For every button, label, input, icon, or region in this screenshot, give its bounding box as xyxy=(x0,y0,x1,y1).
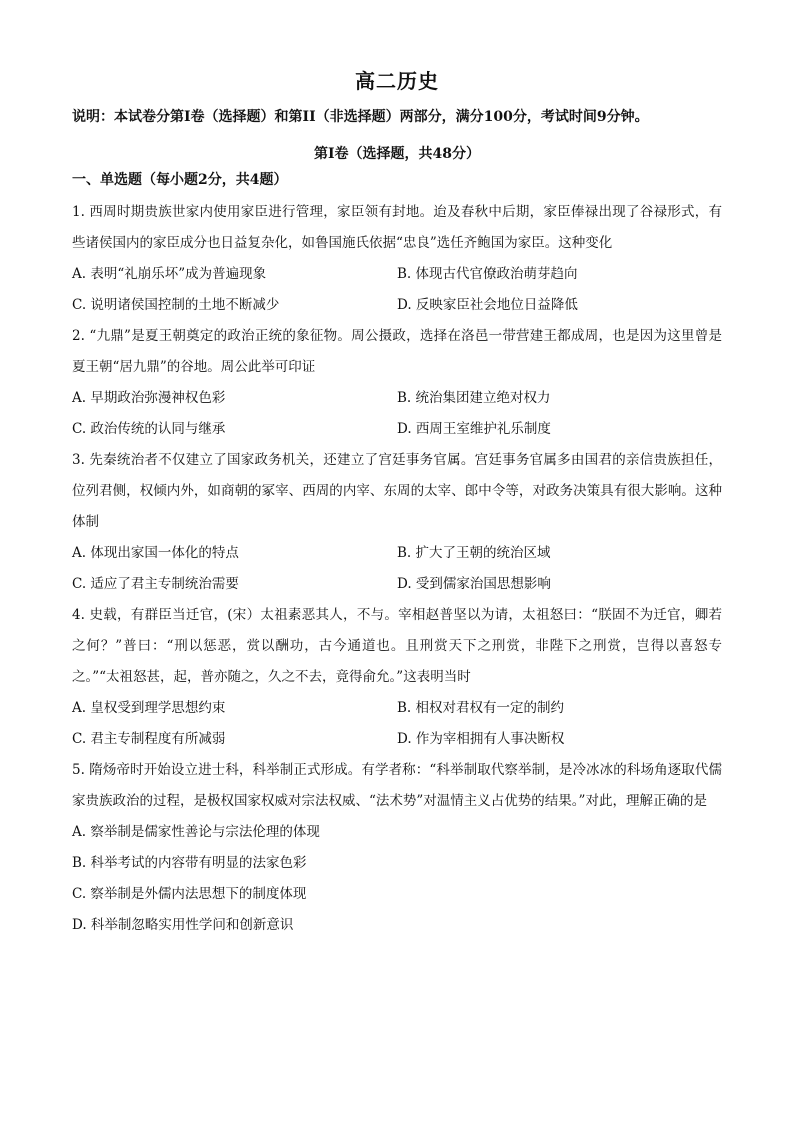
question-text: 3. 先秦统治者不仅建立了国家政务机关，还建立了宫廷事务官属。宫廷事务官属多由国君的亲信贵族担任，位列君侧，权倾内外，如商朝的冢宰、西周的内宰、东周的太宰、郎中令等，对政务决策具有很大影响。这种体制 xyxy=(72,452,722,530)
question-text: 4. 史载，有群臣当迁官，(宋）太祖素恶其人，不与。宰相赵普坚以为请，太祖怒曰：“朕固不为迁官，卿若之何？”普曰：“刑以惩恶，赏以酬功，古今通道也。且刑赏天下之刑赏，非陛下之刑赏，岂得以喜怒专之。”“太祖怒甚，起，普亦随之，久之不去，竟得俞允。”这表明当时 xyxy=(72,607,722,685)
option-a: A. 皇权受到理学思想约束 xyxy=(72,700,226,716)
option-a: A. 察举制是儒家性善论与宗法伦理的体现 xyxy=(72,824,320,840)
options-list xyxy=(72,817,722,941)
question-1 xyxy=(72,197,722,321)
option-b: B. 统治集团建立绝对权力 xyxy=(397,390,551,406)
exam-instructions: 说明：本试卷分第Ⅰ卷（选择题）和第II（非选择题）两部分，满分100分，考试时间9分钟。 xyxy=(72,109,649,125)
question-2 xyxy=(72,321,722,445)
option-b: B. 扩大了王朝的统治区域 xyxy=(397,545,551,561)
options-grid xyxy=(72,259,722,321)
options-grid xyxy=(72,383,722,445)
question-4 xyxy=(72,600,722,755)
question-text: 1. 西周时期贵族世家内使用家臣进行管理，家臣领有封地。迨及春秋中后期，家臣俸禄出现了谷禄形式，有些诸侯国内的家臣成分也日益复杂化，如鲁国施氏依据“忠良”选任齐鲍国为家臣。这种变化 xyxy=(72,204,722,251)
question-text: 2. “九鼎”是夏王朝奠定的政治正统的象征物。周公摄政，选择在洛邑一带营建王都成周，也是因为这里曾是夏王朝“居九鼎”的谷地。周公此举可印证 xyxy=(72,328,722,375)
option-b: B. 相权对君权有一定的制约 xyxy=(397,700,565,716)
option-b: B. 体现古代官僚政治萌芽趋向 xyxy=(397,266,578,282)
option-c: C. 察举制是外儒内法思想下的制度体现 xyxy=(72,886,307,902)
option-d: D. 反映家臣社会地位日益降低 xyxy=(397,297,578,313)
option-a: A. 体现出家国一体化的特点 xyxy=(72,545,239,561)
option-a: A. 表明“礼崩乐坏”成为普遍现象 xyxy=(72,266,267,282)
option-a: A. 早期政治弥漫神权色彩 xyxy=(72,390,226,406)
option-d: D. 西周王室维护礼乐制度 xyxy=(397,421,551,437)
question-3 xyxy=(72,445,722,600)
option-c: C. 君主专制程度有所减弱 xyxy=(72,731,226,747)
option-c: C. 政治传统的认同与继承 xyxy=(72,421,226,437)
question-text: 5. 隋炀帝时开始设立进士科，科举制正式形成。有学者称：“科举制取代察举制，是冷冰冰的科场角逐取代儒家贵族政治的过程，是极权国家权威对宗法权威、“法术势”对温情主义占优势的结果。”对此，理解正确的是 xyxy=(72,762,722,809)
option-d: D. 科举制忽略实用性学问和创新意识 xyxy=(72,917,294,933)
question-5 xyxy=(72,755,722,941)
section-title: 第Ⅰ卷（选择题，共48分） xyxy=(313,146,481,162)
page-title: 高二历史 xyxy=(355,69,439,93)
exam-page xyxy=(72,66,722,941)
option-b: B. 科举考试的内容带有明显的法家色彩 xyxy=(72,855,307,871)
options-grid xyxy=(72,538,722,600)
option-c: C. 说明诸侯国控制的土地不断减少 xyxy=(72,297,280,313)
option-d: D. 受到儒家治国思想影响 xyxy=(397,576,551,592)
subsection-title: 一、单选题（每小题2分，共4题） xyxy=(72,172,288,188)
option-d: D. 作为宰相拥有人事决断权 xyxy=(397,731,565,747)
option-c: C. 适应了君主专制统治需要 xyxy=(72,576,239,592)
options-grid xyxy=(72,693,722,755)
